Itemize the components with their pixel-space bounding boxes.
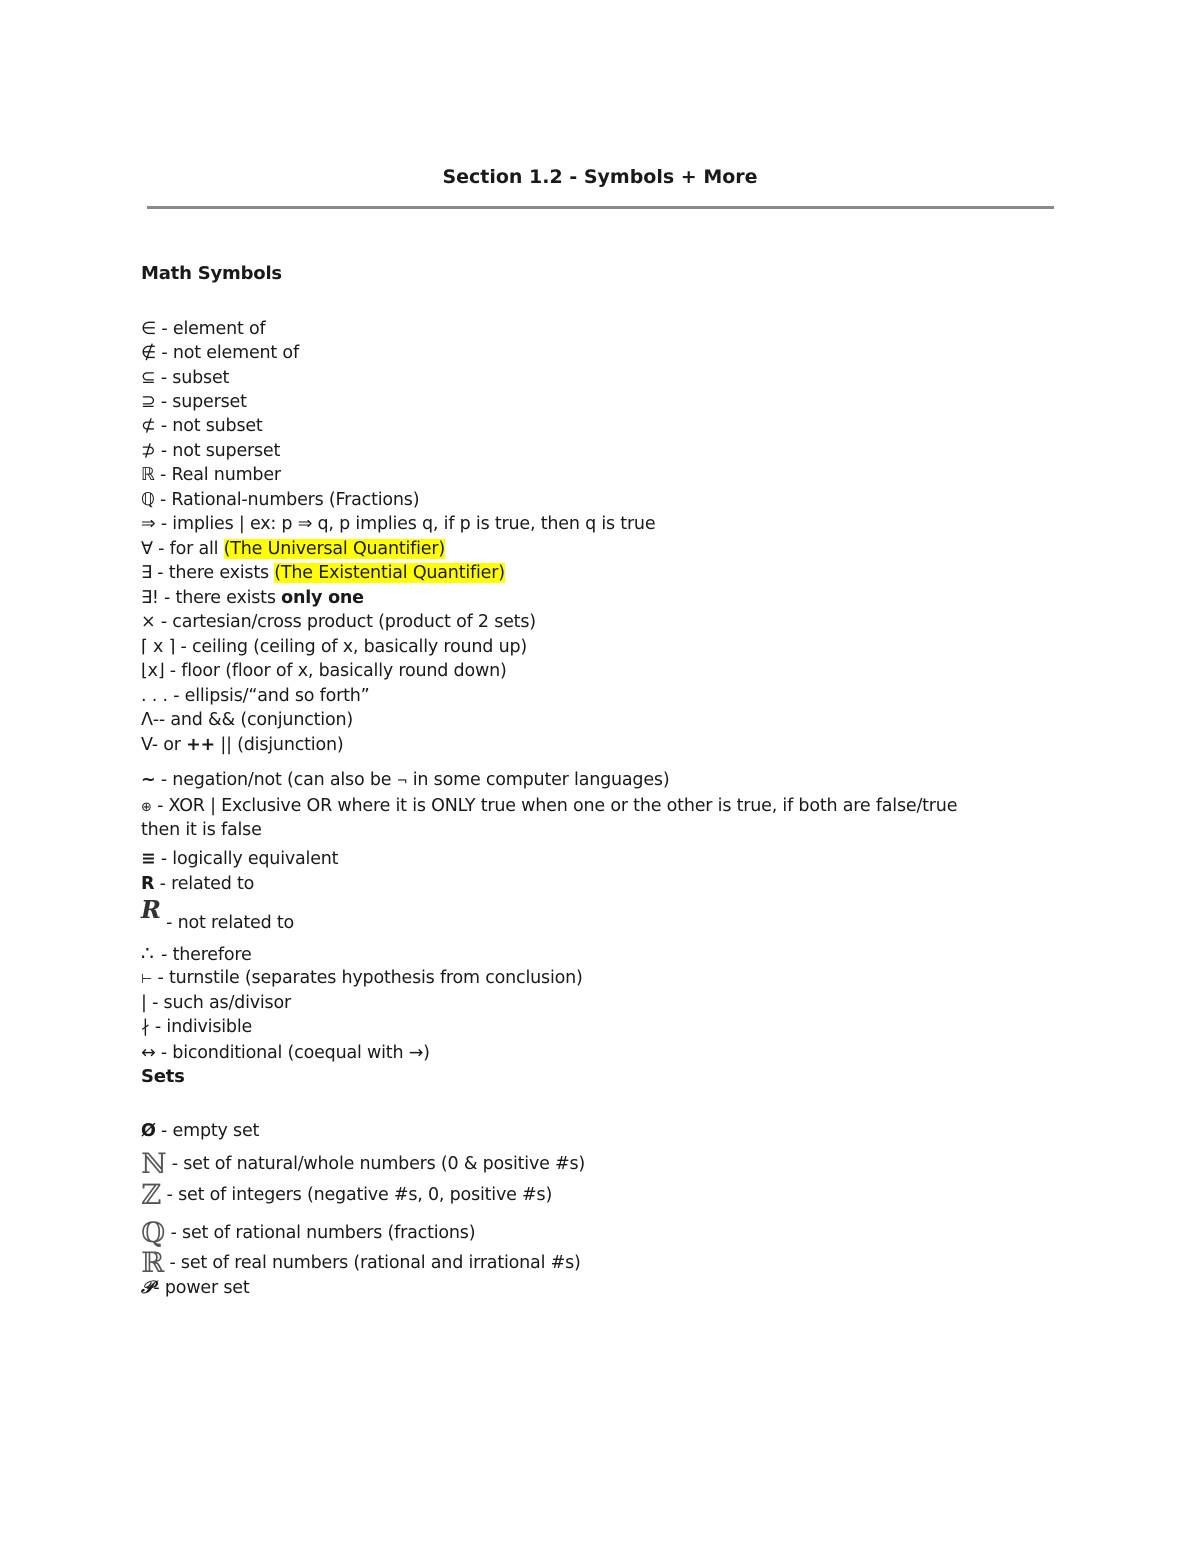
list-item-floor bbox=[141, 659, 507, 683]
definition-text: - Real number bbox=[154, 465, 281, 485]
not-subset-symbol: ⊄ bbox=[141, 416, 156, 436]
list-item-rational-numbers bbox=[141, 488, 419, 512]
definition-text: - related to bbox=[154, 874, 255, 894]
list-item-turnstile bbox=[141, 966, 583, 992]
definition-text: - indivisible bbox=[149, 1017, 253, 1037]
subset-symbol: ⊆ bbox=[141, 368, 156, 388]
list-item-disjunction bbox=[141, 733, 343, 757]
exists-symbol: ∃ bbox=[141, 563, 152, 583]
list-item-biconditional bbox=[141, 1041, 430, 1065]
rational-symbol: ℚ bbox=[141, 490, 155, 510]
list-item-logically-equivalent bbox=[141, 847, 338, 871]
list-item-cartesian-product bbox=[141, 610, 536, 634]
definition-text: then it is false bbox=[141, 820, 262, 840]
implies-symbol: ⇒ bbox=[141, 514, 156, 534]
therefore-symbol: ∴ bbox=[141, 941, 156, 965]
definition-text: - turnstile (separates hypothesis from conclusion) bbox=[152, 968, 583, 988]
element-of-symbol: ∈ bbox=[141, 319, 157, 339]
definition-text: - set of natural/whole numbers (0 & positive #s) bbox=[166, 1154, 586, 1174]
list-item-negation bbox=[141, 768, 669, 794]
definition-text: - negation/not (can also be bbox=[155, 770, 397, 790]
list-item-real-number bbox=[141, 463, 281, 487]
list-item-for-all bbox=[141, 537, 445, 561]
definition-text: - ellipsis/“and so forth” bbox=[167, 686, 370, 706]
not-sign-symbol: ¬ bbox=[396, 774, 408, 789]
horizontal-divider bbox=[147, 206, 1054, 209]
definition-text: - not subset bbox=[155, 416, 263, 436]
list-item-implies bbox=[141, 512, 655, 536]
list-item-rationals bbox=[141, 1216, 476, 1249]
list-item-therefore bbox=[141, 941, 252, 967]
for-all-symbol: ∀ bbox=[141, 539, 153, 559]
list-item-conjunction bbox=[141, 708, 353, 732]
definition-text: - superset bbox=[155, 392, 247, 412]
superset-symbol: ⊇ bbox=[141, 392, 156, 412]
definition-text: - power set bbox=[153, 1278, 250, 1298]
exists-unique-symbol: ∃! bbox=[141, 588, 159, 608]
definition-text: - element of bbox=[156, 319, 266, 339]
bold-emphasis: ++ bbox=[186, 735, 216, 755]
definition-text: - XOR | Exclusive OR where it is ONLY true when one or the other is true, if both are false/true bbox=[151, 796, 958, 816]
definition-text: - or bbox=[151, 735, 187, 755]
list-item-empty-set bbox=[141, 1119, 259, 1143]
definition-text: - ceiling (ceiling of x, basically round up) bbox=[175, 637, 527, 657]
definition-text: in some computer languages) bbox=[407, 770, 670, 790]
times-symbol: × bbox=[141, 612, 156, 632]
sets-heading: Sets bbox=[141, 1066, 185, 1087]
definition-text: - cartesian/cross product (product of 2 sets) bbox=[155, 612, 536, 632]
ceiling-symbol: ⌈ x ⌉ bbox=[141, 637, 176, 657]
power-set-symbol: 𝒫 bbox=[141, 1278, 154, 1298]
definition-text: - biconditional (coequal with →) bbox=[155, 1043, 430, 1063]
divides-symbol: | bbox=[141, 993, 147, 1013]
math-symbols-heading: Math Symbols bbox=[141, 263, 282, 284]
conjunction-symbol: Λ bbox=[141, 710, 153, 730]
list-item-superset bbox=[141, 390, 247, 414]
definition-text: - subset bbox=[155, 368, 230, 388]
definition-text: - not related to bbox=[160, 913, 295, 933]
does-not-divide-symbol: ∤ bbox=[141, 1017, 150, 1037]
list-item-subset bbox=[141, 366, 229, 390]
definition-text: - set of rational numbers (fractions) bbox=[165, 1223, 476, 1243]
definition-text: || (disjunction) bbox=[215, 735, 344, 755]
definition-text: - not superset bbox=[155, 441, 281, 461]
empty-set-symbol: Ø bbox=[141, 1121, 156, 1141]
list-item-reals bbox=[141, 1246, 581, 1279]
list-item-exists-only-one bbox=[141, 586, 364, 610]
list-item-integers bbox=[141, 1178, 553, 1211]
list-item-ellipsis bbox=[141, 684, 370, 708]
list-item-not-related-to bbox=[141, 895, 295, 935]
definition-text: - set of integers (negative #s, 0, positive #s) bbox=[161, 1185, 553, 1205]
definition-text: - not element of bbox=[156, 343, 299, 363]
definition-text: - implies | ex: p ⇒ q, p implies q, if p is true, then q is true bbox=[155, 514, 656, 534]
bold-emphasis: only one bbox=[281, 588, 364, 608]
rationals-symbol: ℚ bbox=[141, 1216, 166, 1249]
definition-text: - such as/divisor bbox=[146, 993, 291, 1013]
highlighted-note: (The Universal Quantifier) bbox=[223, 539, 445, 559]
list-item-there-exists bbox=[141, 561, 505, 585]
list-item-ceiling bbox=[141, 635, 527, 659]
list-item-not-element-of bbox=[141, 341, 299, 365]
turnstile-symbol: ⊢ bbox=[141, 972, 153, 987]
list-item-indivisible bbox=[141, 1015, 252, 1039]
list-item-xor-continued bbox=[141, 818, 262, 842]
xor-symbol: ⊕ bbox=[141, 800, 152, 815]
disjunction-symbol: V bbox=[141, 735, 152, 755]
list-item-xor bbox=[141, 794, 957, 820]
highlighted-note: (The Existential Quantifier) bbox=[274, 563, 505, 583]
definition-text: - logically equivalent bbox=[155, 849, 339, 869]
list-item-power-set bbox=[141, 1276, 250, 1300]
definition-text: - Rational-numbers (Fractions) bbox=[154, 490, 420, 510]
definition-text: - there exists bbox=[158, 588, 282, 608]
definition-text: - there exists bbox=[151, 563, 275, 583]
definition-text: - therefore bbox=[155, 945, 252, 965]
naturals-symbol: ℕ bbox=[141, 1147, 167, 1180]
definition-text: - set of real numbers (rational and irrational #s) bbox=[164, 1253, 581, 1273]
floor-symbol: ⌊x⌋ bbox=[141, 661, 165, 681]
definition-text: - floor (floor of x, basically round down) bbox=[164, 661, 507, 681]
biconditional-symbol: ↔ bbox=[141, 1043, 156, 1063]
equivalent-symbol: ≡ bbox=[141, 849, 156, 869]
real-symbol: ℝ bbox=[141, 465, 155, 485]
related-symbol: R bbox=[141, 874, 155, 894]
list-item-related-to bbox=[141, 872, 254, 896]
definition-text: - for all bbox=[152, 539, 224, 559]
integers-symbol: ℤ bbox=[141, 1178, 162, 1211]
list-item-not-superset bbox=[141, 439, 280, 463]
reals-symbol: ℝ bbox=[141, 1246, 165, 1279]
negation-symbol: ~ bbox=[141, 770, 156, 790]
not-element-of-symbol: ∉ bbox=[141, 343, 157, 363]
list-item-such-as bbox=[141, 991, 291, 1015]
not-superset-symbol: ⊅ bbox=[141, 441, 156, 461]
page-title: Section 1.2 - Symbols + More bbox=[442, 166, 758, 188]
ellipsis-symbol: . . . bbox=[141, 686, 168, 706]
definition-text: -- and && (conjunction) bbox=[152, 710, 353, 730]
list-item-element-of bbox=[141, 317, 265, 341]
not-related-icon: R bbox=[141, 895, 161, 924]
list-item-not-subset bbox=[141, 414, 263, 438]
definition-text: - empty set bbox=[155, 1121, 260, 1141]
list-item-naturals bbox=[141, 1147, 586, 1180]
